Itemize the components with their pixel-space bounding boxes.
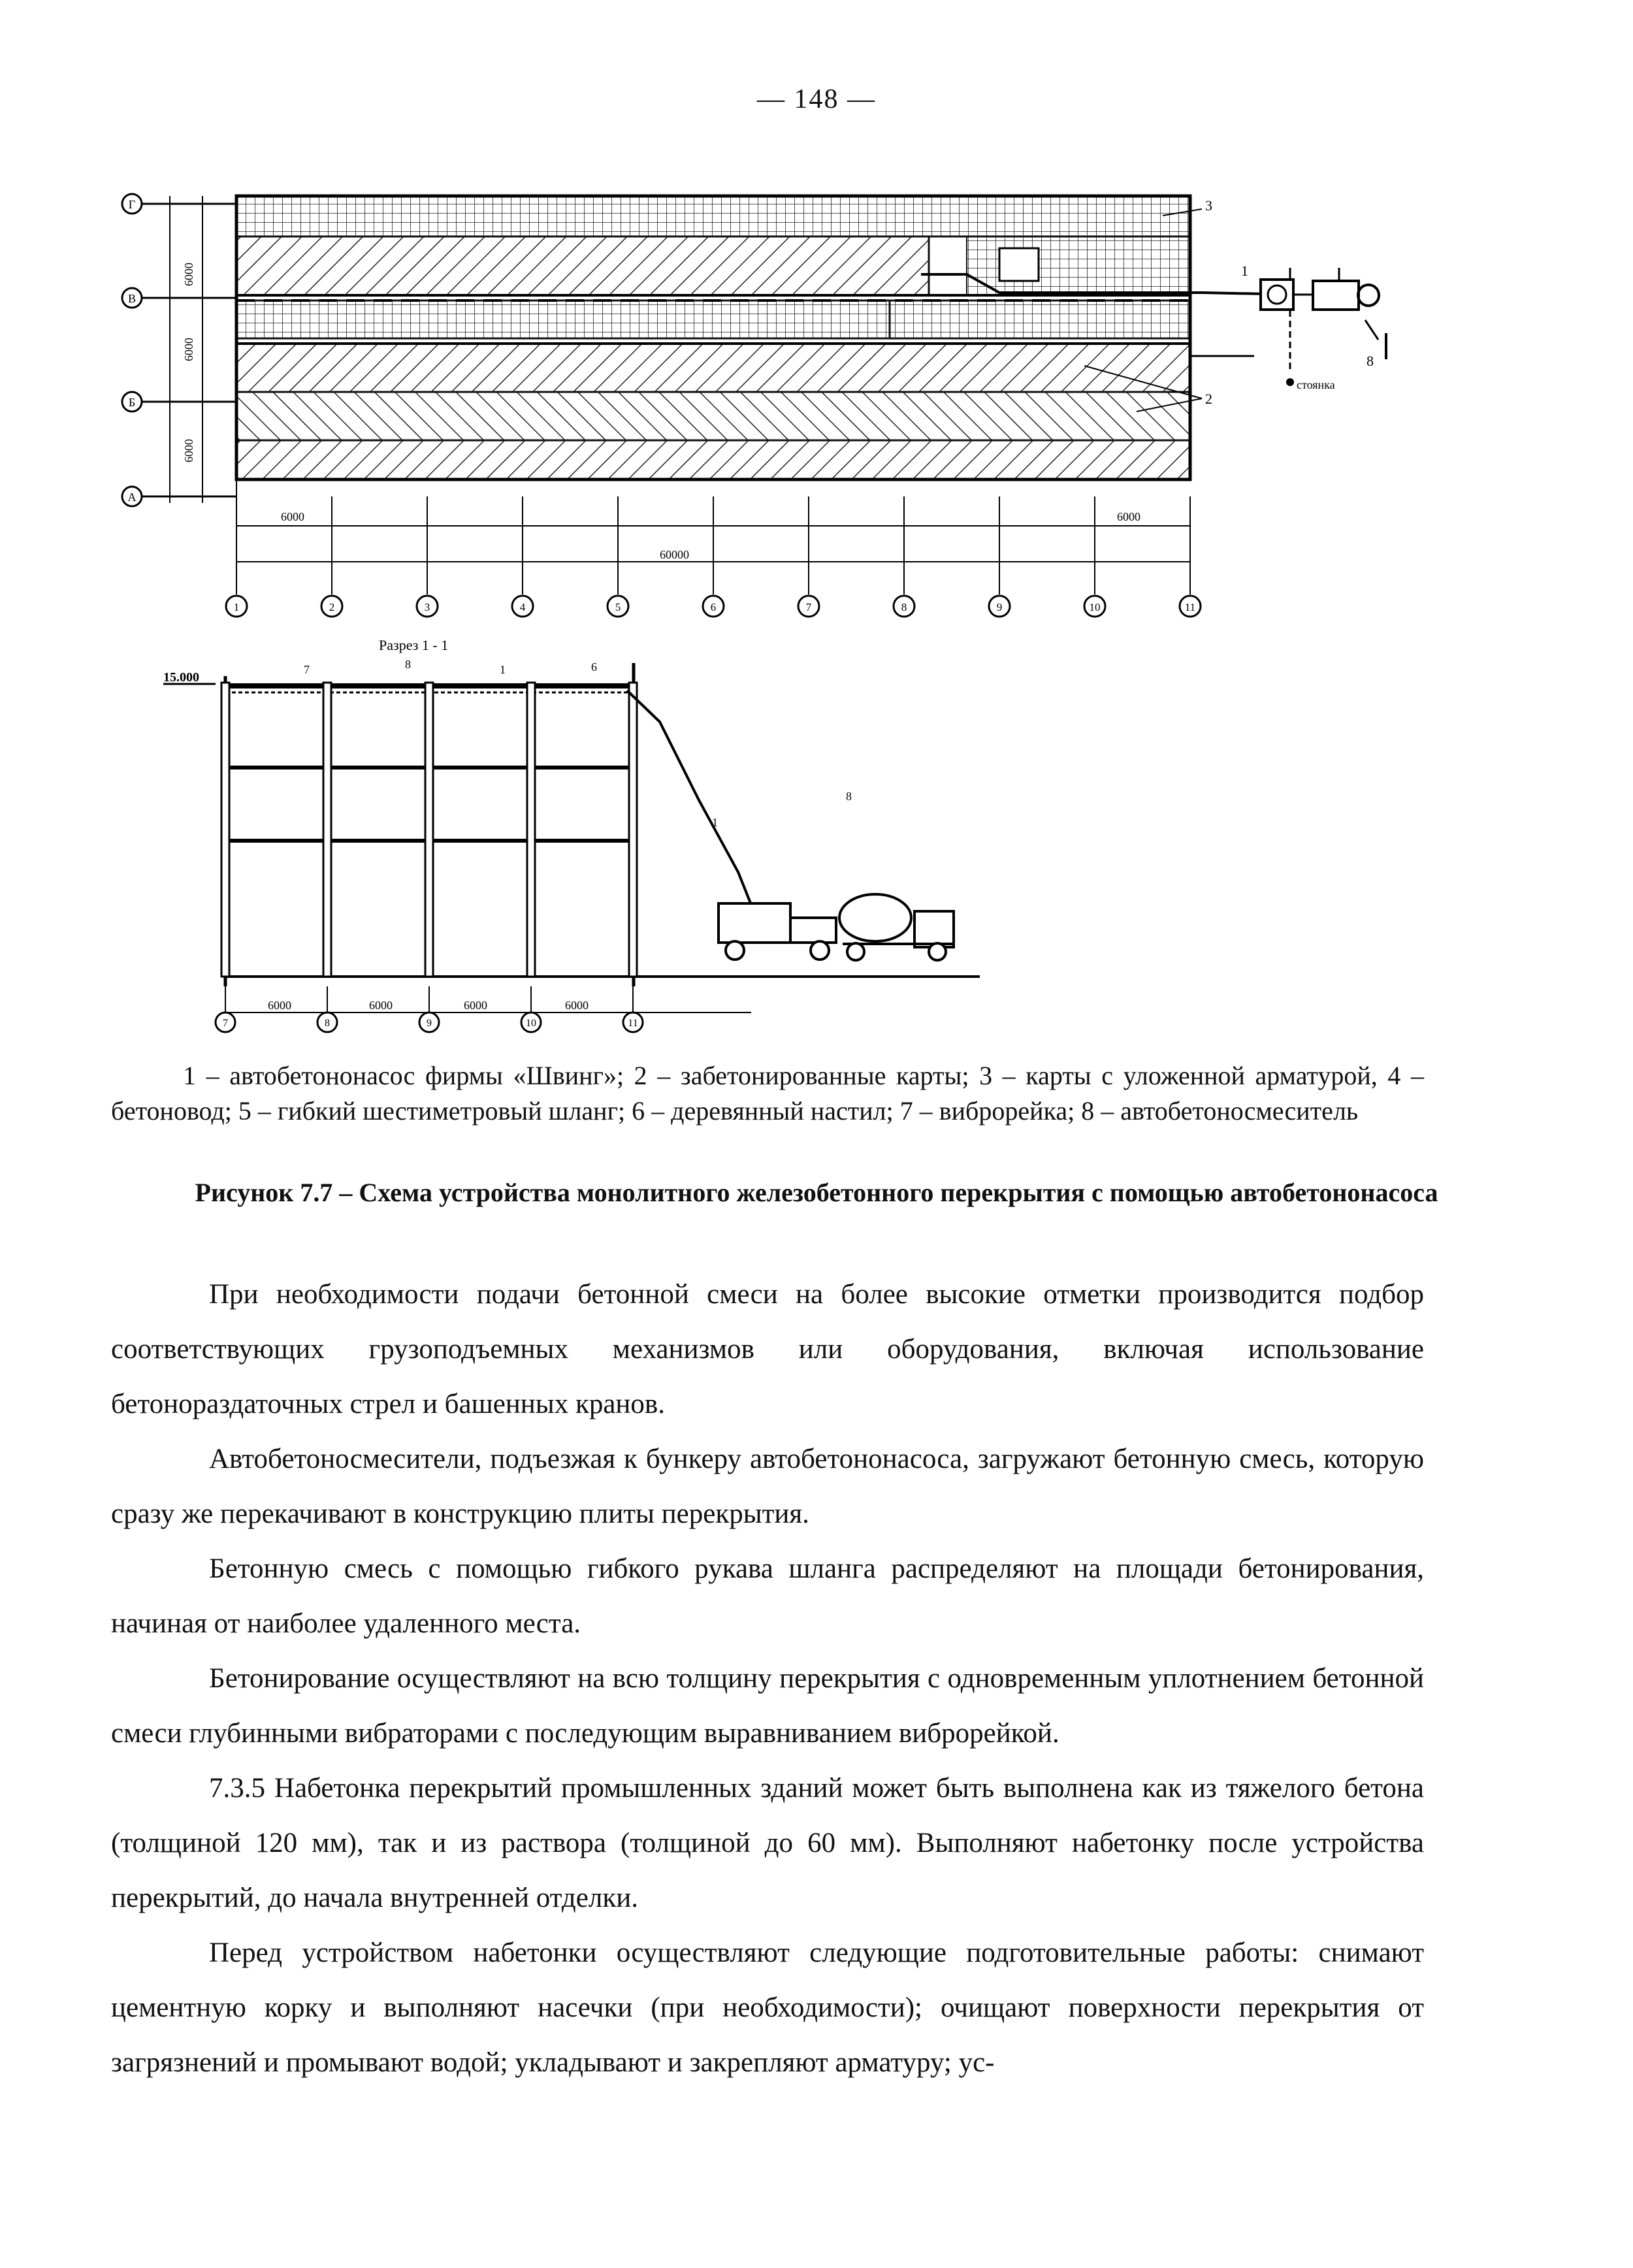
callout-2: 2	[1205, 391, 1212, 407]
paragraph: Перед устройством набетонки осуществляют следующие подготовительные работы: снимают цементную корку и выполняют насечки (при необходимости); очищают поверхности перекрытия от загрязнений и промывают водой; укладывают и закрепляют арматуру; ус-	[111, 1937, 1424, 2078]
section-axis-number-9: 9	[427, 1018, 432, 1029]
axis-letter-b: Б	[128, 396, 136, 409]
section-axis-number-8: 8	[325, 1018, 330, 1029]
body-text	[111, 1267, 1424, 2090]
section-callout-1b: 1	[712, 816, 718, 829]
axis-number-6: 6	[710, 601, 717, 613]
section-callout-6: 6	[591, 660, 597, 673]
section-dim-3: 6000	[464, 999, 487, 1012]
concrete-pump-truck	[627, 690, 836, 960]
axis-number-5: 5	[615, 601, 621, 613]
axis-number-9: 9	[996, 601, 1003, 613]
column	[323, 683, 331, 977]
paragraph: Автобетоносмесители, подъезжая к бункеру автобетононасоса, загружают бетонную смесь, которую сразу же перекачивают в конструкцию плиты перекрытия.	[111, 1444, 1424, 1529]
section-axis-number-10: 10	[526, 1018, 536, 1029]
section-callout-8b: 8	[846, 790, 852, 803]
columns	[221, 683, 637, 977]
dim-bottom-2: 6000	[1117, 510, 1140, 523]
paragraph: При необходимости подачи бетонной смеси на более высокие отметки производится подбор соответствующих грузоподъемных механизмов или оборудования, включая использование бетонораздаточных стрел и башенных кранов.	[111, 1279, 1424, 1419]
section-dim-4: 6000	[565, 999, 589, 1012]
dim-bottom-total: 60000	[660, 548, 689, 561]
number-axes	[226, 496, 1201, 617]
figure-legend: 1 – автобетононасос фирмы «Швинг»; 2 – забетонированные карты; 3 – карты с уложенной арматурой, 4 – бетоновод; 5 – гибкий шестиметровый шланг; 6 – деревянный настил; 7 – виброрейка; 8 – автобетоносмеситель	[111, 1061, 1424, 1126]
dim-bottom-1: 6000	[281, 510, 304, 523]
letter-axes	[122, 194, 236, 506]
paragraph: 7.3.5 Набетонка перекрытий промышленных зданий может быть выполнена как из тяжелого бетона (толщиной 120 мм), так и из раствора (толщиной до 60 мм). Выполняют набетонку после устройства перекрытий, до начала внутренней отделки.	[111, 1773, 1424, 1913]
callout-1: 1	[1241, 263, 1248, 279]
axis-number-2: 2	[329, 601, 335, 613]
standpoint-label: стоянка	[1297, 378, 1335, 391]
elevation-mark: 15.000	[163, 670, 199, 685]
axis-letter-a: А	[127, 491, 137, 504]
section-callout-8: 8	[405, 658, 411, 671]
section-title: Разрез 1 - 1	[379, 637, 449, 653]
section-drawing	[163, 630, 1012, 1035]
column	[527, 683, 535, 977]
axis-number-3: 3	[424, 601, 430, 613]
axis-letter-g: Г	[128, 198, 136, 211]
axis-number-11: 11	[1184, 601, 1196, 613]
pump-symbol	[1190, 268, 1386, 391]
axis-number-4: 4	[519, 601, 526, 613]
dim-left-1: 6000	[182, 263, 195, 286]
plan-drawing	[118, 176, 1437, 627]
paragraph: Бетонную смесь с помощью гибкого рукава шланга распределяют на площади бетонирования, начиная от наиболее удаленного места.	[111, 1553, 1424, 1639]
axis-number-7: 7	[805, 601, 812, 613]
column	[629, 683, 637, 977]
section-axis-number-7: 7	[223, 1018, 228, 1029]
dim-left-2: 6000	[182, 338, 195, 361]
column	[221, 683, 229, 977]
section-axis-number-11: 11	[628, 1018, 638, 1029]
axis-letter-v: В	[127, 292, 137, 305]
axis-number-8: 8	[901, 601, 907, 613]
section-callout-7: 7	[304, 663, 310, 676]
section-dim-1: 6000	[268, 999, 291, 1012]
callout-8: 8	[1366, 353, 1374, 369]
paragraph: Бетонирование осуществляют на всю толщину перекрытия с одновременным уплотнением бетонной смеси глубинными вибраторами с последующим выравниванием виброрейкой.	[111, 1663, 1424, 1749]
section-dim-2: 6000	[369, 999, 393, 1012]
section-callout-1: 1	[500, 663, 506, 676]
axis-number-1: 1	[233, 601, 240, 613]
figure-caption: Рисунок 7.7 – Схема устройства монолитного железобетонного перекрытия с помощью автобетононасоса	[195, 1178, 1438, 1207]
concrete-mixer-truck	[839, 894, 954, 960]
column	[425, 683, 433, 977]
page-number: — 148 —	[757, 84, 876, 114]
axis-number-10: 10	[1089, 601, 1101, 613]
dim-left-3: 6000	[182, 439, 195, 462]
callout-3: 3	[1205, 197, 1212, 214]
